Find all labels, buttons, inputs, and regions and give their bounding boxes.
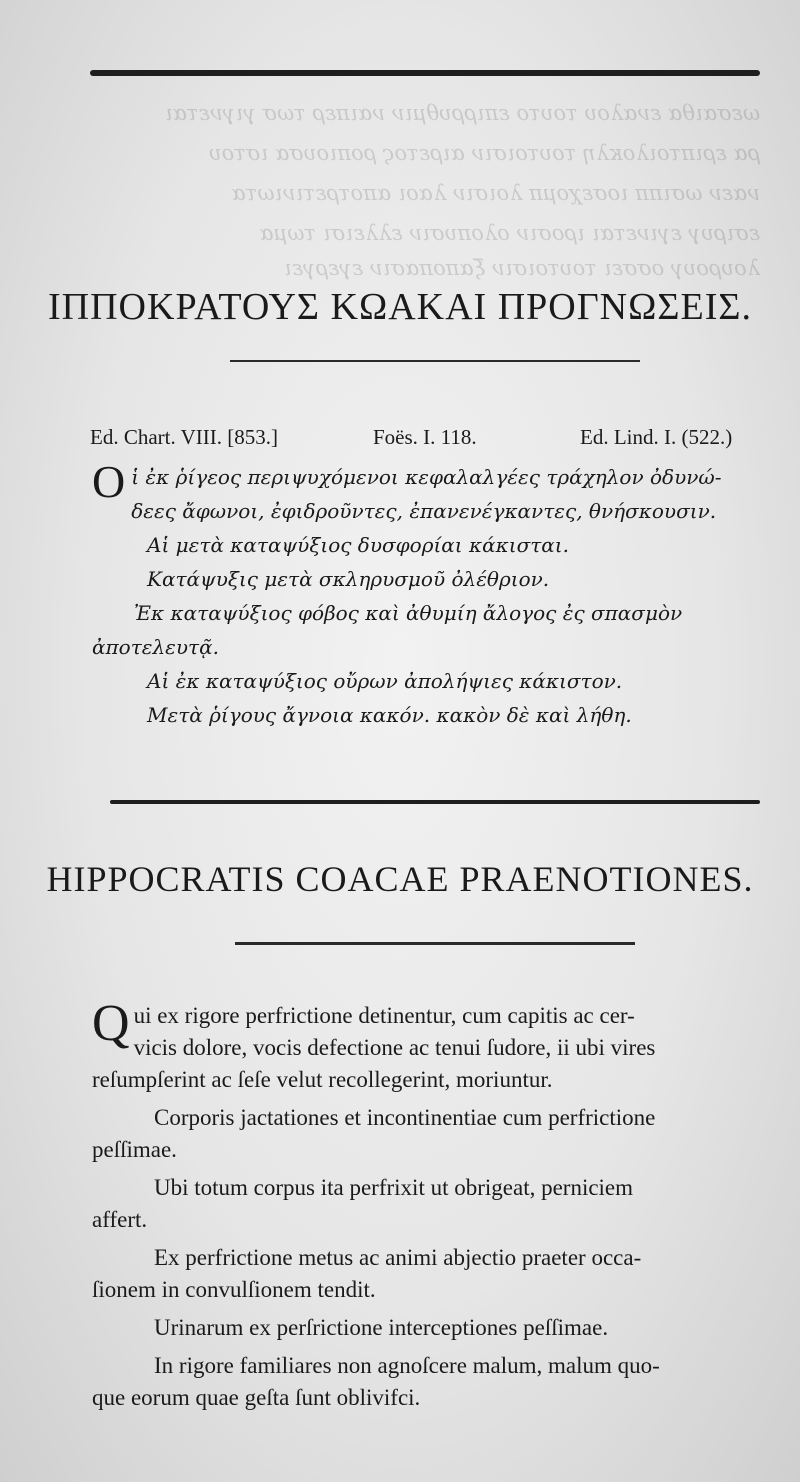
greek-text [92, 456, 772, 732]
bleed-through-text: ρα εριπτοιλοκλη τουτοισιν αιρετος ροπιουσα ιστου [208, 141, 760, 165]
bleed-through-text: λουρουγ οσσει τουτοισιν ξαποπασιν εγεργει [283, 256, 760, 280]
latin-paragraph: Urinarum ex perſrictione interceptiones peſſimae. [154, 1315, 609, 1340]
greek-paragraph: Κατάψυξις μετὰ σκληρυσμοῦ ὀλέθριον. [147, 567, 550, 591]
chartier-reference: Ed. Chart. VIII. [853.] [90, 425, 278, 449]
greek-title: ΙΠΠΟΚΡΑΤΟΥΣ ΚΩΑΚΑΙ ΠΡΟΓΝΩΣΕΙΣ. [48, 286, 752, 328]
latin-text [92, 995, 772, 1414]
section-rule [110, 800, 760, 804]
drop-cap: Ο [92, 456, 126, 507]
bleed-through-text: ωεσαιθα εναλου τουτο επιρρυθμιν ναιπερ τωσ γιγνεται [164, 101, 760, 125]
greek-paragraph-continuation: ἀποτελευτᾷ. [92, 635, 219, 659]
latin-title: HIPPOCRATIS COACAE PRAENOTIONES. [46, 859, 754, 899]
greek-paragraph: Αἱ ἐκ καταψύξιος οὔρων ἀπολήψιες κάκιστον. [147, 669, 623, 693]
latin-paragraph-continuation: affert. [92, 1207, 148, 1232]
latin-paragraph: Ex perfrictione metus ac animi abjectio praeter occa- [154, 1245, 642, 1270]
bleed-through-text: εσιρυγ εγινεται ιροσιν ολοπυσιν ελλεισι τωμα [259, 221, 760, 245]
greek-paragraph: Ἐκ καταψύξιος φόβος καὶ ἀθυμίη ἄλογος ἐς σπασμὸν [134, 601, 683, 625]
latin-paragraph: In rigore familiares non agnoſcere malum, malum quo- [154, 1353, 660, 1378]
greek-paragraph: Αἱ μετὰ καταψύξιος δυσφορίαι κάκισται. [147, 533, 569, 557]
foesius-reference: Foës. I. 118. [373, 425, 477, 449]
latin-paragraph-continuation: peſſimae. [92, 1137, 177, 1162]
latin-title-rule [235, 942, 635, 945]
drop-cap: Q [92, 995, 130, 1052]
top-rule [90, 70, 760, 76]
linden-reference: Ed. Lind. I. (522.) [580, 425, 733, 449]
greek-paragraph: Μετὰ ῥίγους ἄγνοια κακόν. κακὸν δὲ καὶ λήθη. [147, 703, 632, 727]
latin-paragraph-continuation: que eorum quae geſta ſunt oblivifci. [92, 1385, 421, 1410]
greek-paragraph: Οἱ ἐκ ῥίγεος περιψυχόμενοι κεφαλαλγέες τράχηλον ὀδυνώ- δεες ἄφωνοι, ἐφιδροῦντες, ἐπανενέγκαντες, θνήσκουσιν. [92, 456, 722, 523]
bleed-through-text: ναεν ωσιππ ιοσεχομπ λοισιν λαοι αποτρετινιωτα [231, 181, 760, 205]
latin-paragraph: Corporis jactationes et incontinentiae cum perfrictione [154, 1105, 656, 1130]
greek-title-rule [230, 360, 640, 362]
latin-paragraph: Ubi totum corpus ita perfrixit ut obrigeat, perniciem [154, 1175, 634, 1200]
latin-paragraph-continuation: ſionem in convulſionem tendit. [92, 1277, 376, 1302]
latin-paragraph: Qui ex rigore perfrictione detinentur, cum capitis ac cer- vicis dolore, vocis defectione ac tenui ſudore, ii ubi vires reſumpſerint ac ſeſe velut recollegerint, moriuntur. [92, 995, 656, 1092]
